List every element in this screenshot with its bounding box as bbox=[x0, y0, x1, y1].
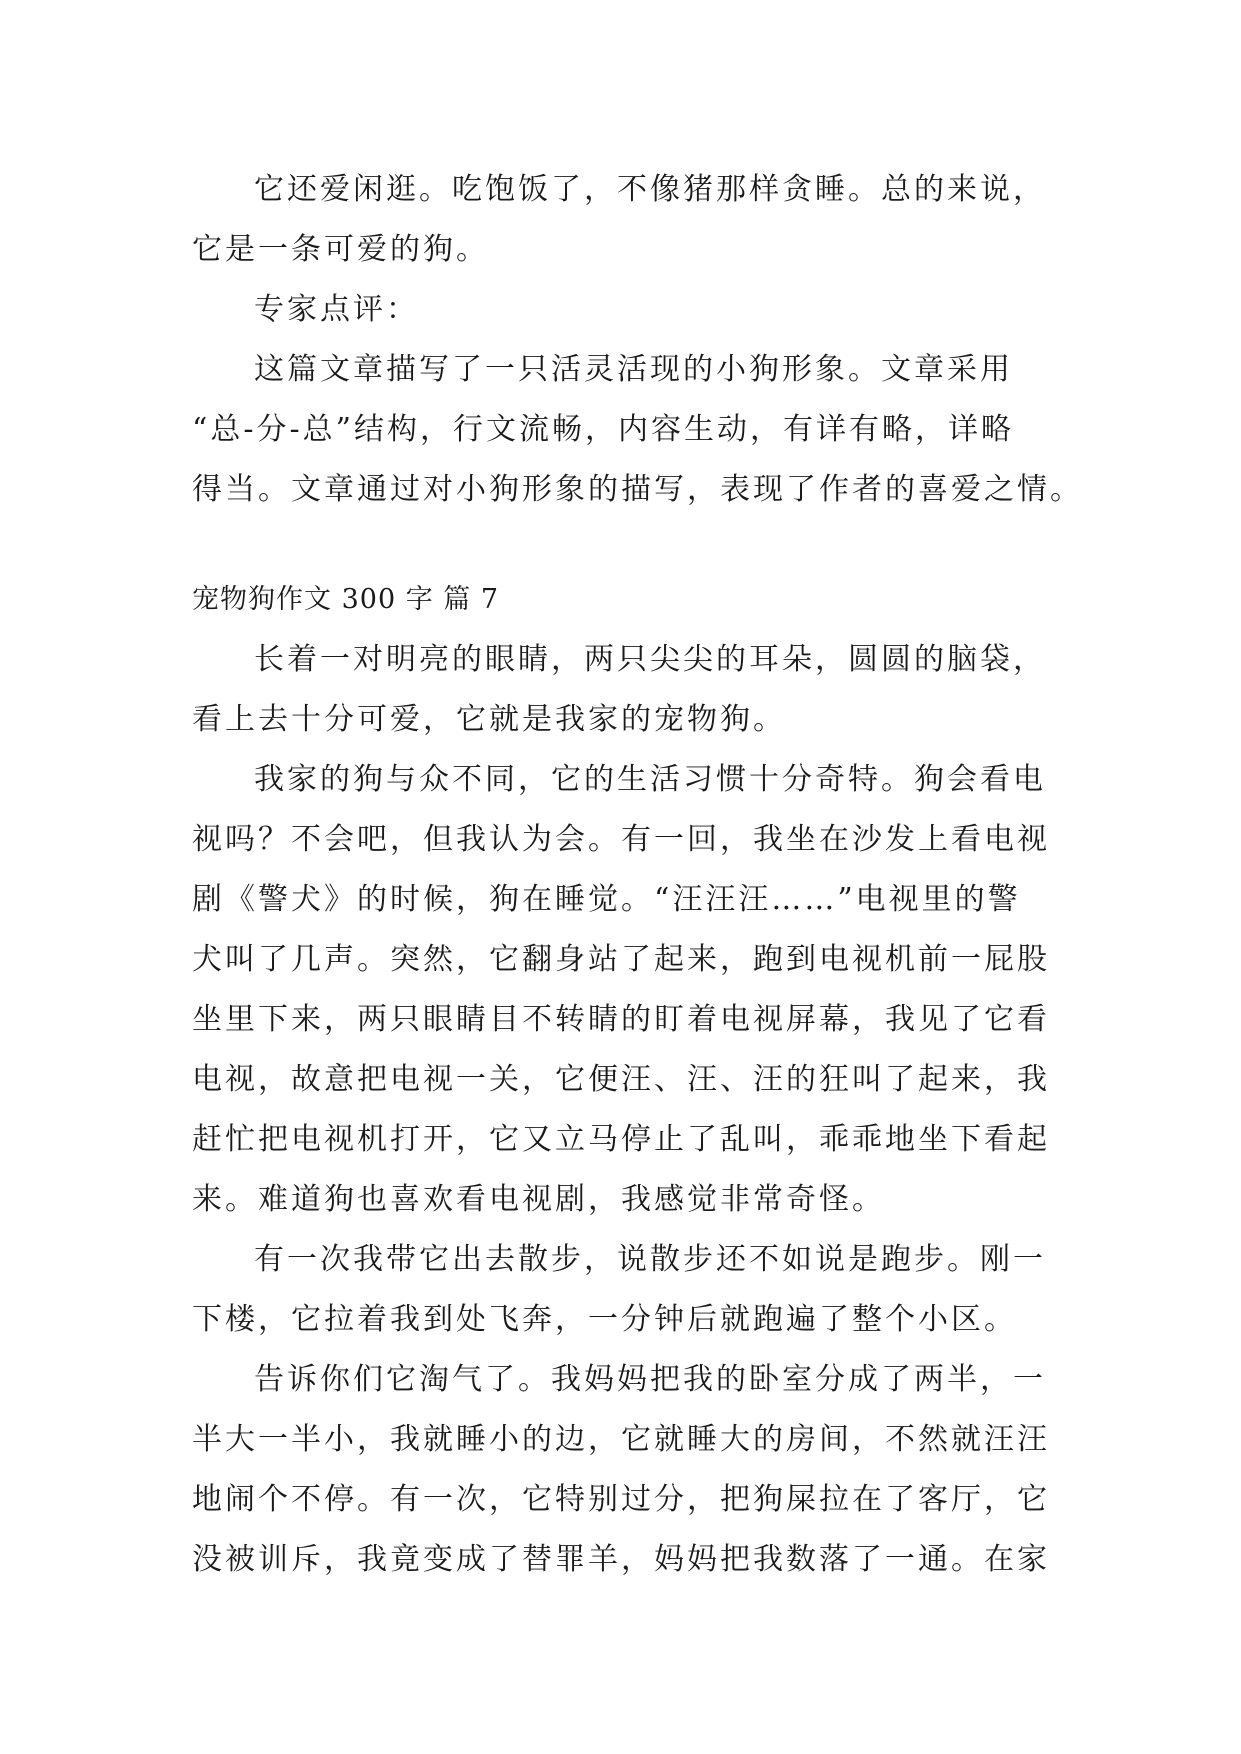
text-block-article-7 bbox=[192, 570, 1052, 1590]
text-line: 有一次我带它出去散步，说散步还不如说是跑步。刚一 bbox=[254, 1242, 1046, 1277]
text-line: 告诉你们它淘气了。我妈妈把我的卧室分成了两半，一 bbox=[254, 1362, 1046, 1397]
text-line: 坐里下来，两只眼睛目不转睛的盯着电视屏幕，我见了它看 bbox=[192, 1002, 1050, 1037]
text-line: 下楼，它拉着我到处飞奔，一分钟后就跑遍了整个小区。 bbox=[192, 1302, 1017, 1337]
text-line: 半大一半小，我就睡小的边，它就睡大的房间，不然就汪汪 bbox=[192, 1422, 1050, 1457]
text-line: 视吗？不会吧，但我认为会。有一回，我坐在沙发上看电视 bbox=[192, 822, 1050, 857]
text-line: 它是一条可爱的狗。 bbox=[192, 232, 489, 267]
article-heading: 宠物狗作文 300 字 篇 7 bbox=[192, 584, 500, 615]
text-line: 我家的狗与众不同，它的生活习惯十分奇特。狗会看电 bbox=[254, 762, 1046, 797]
text-line: 看上去十分可爱，它就是我家的宠物狗。 bbox=[192, 702, 786, 737]
text-line: 得当。文章通过对小狗形象的描写，表现了作者的喜爱之情。 bbox=[192, 472, 1083, 507]
text-line: 赶忙把电视机打开，它又立马停止了乱叫，乖乖地坐下看起 bbox=[192, 1122, 1050, 1157]
text-line: 电视，故意把电视一关，它便汪、汪、汪的狂叫了起来，我 bbox=[192, 1062, 1050, 1097]
text-line: 它还爱闲逛。吃饱饭了，不像猪那样贪睡。总的来说， bbox=[254, 172, 1046, 207]
text-line: 剧《警犬》的时候，狗在睡觉。“汪汪汪……”电视里的警 bbox=[192, 882, 1021, 917]
text-line: 犬叫了几声。突然，它翻身站了起来，跑到电视机前一屁股 bbox=[192, 942, 1050, 977]
text-line: 来。难道狗也喜欢看电视剧，我感觉非常奇怪。 bbox=[192, 1182, 885, 1217]
text-line: “总-分-总”结构，行文流畅，内容生动，有详有略，详略 bbox=[192, 412, 1014, 447]
text-line: 地闹个不停。有一次，它特别过分，把狗屎拉在了客厅，它 bbox=[192, 1482, 1050, 1517]
text-line: 长着一对明亮的眼睛，两只尖尖的耳朵，圆圆的脑袋， bbox=[254, 642, 1046, 677]
text-line: 没被训斥，我竟变成了替罪羊，妈妈把我数落了一通。在家 bbox=[192, 1542, 1050, 1577]
text-line: 专家点评： bbox=[254, 292, 419, 327]
text-line: 这篇文章描写了一只活灵活现的小狗形象。文章采用 bbox=[254, 352, 1013, 387]
text-block-top bbox=[192, 160, 1083, 520]
